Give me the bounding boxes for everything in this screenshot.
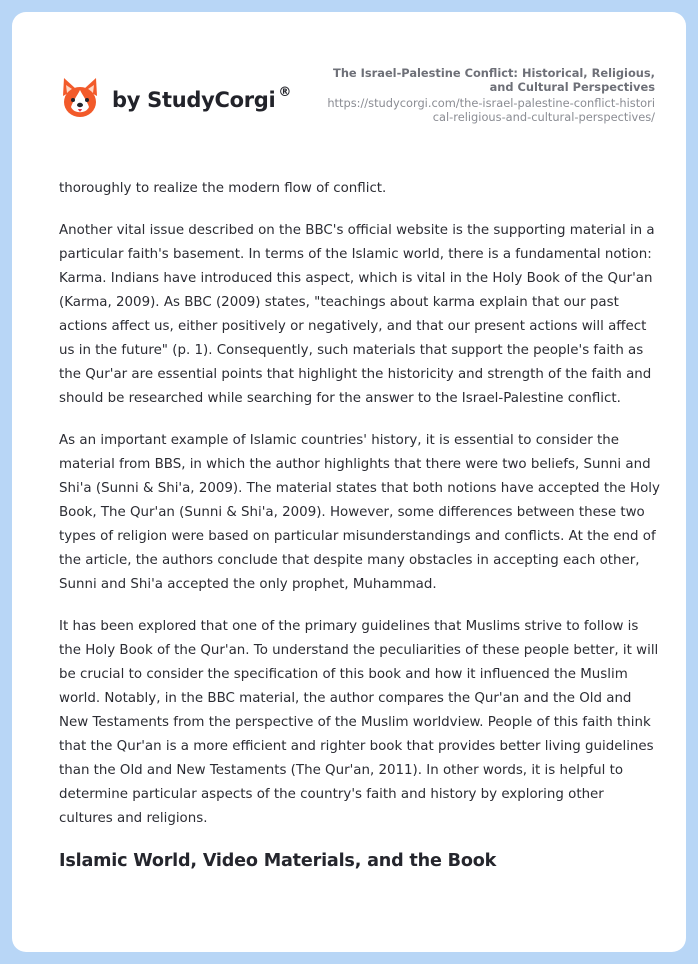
document-title: The Israel-Palestine Conflict: Historical, Religious, and Cultural Perspectives <box>333 66 655 94</box>
section-heading: Islamic World, Video Materials, and the Book <box>59 851 497 871</box>
document-meta <box>325 66 655 124</box>
corgi-logo-icon <box>60 76 100 120</box>
paragraph: thoroughly to realize the modern flow of conflict. <box>59 181 387 196</box>
registered-mark: ® <box>278 85 292 100</box>
document-page <box>12 12 686 952</box>
paragraph: As an important example of Islamic countries' history, it is essential to consider the material from BBS, in which the author highlights that there were two beliefs, Sunni and Shi'a (Sunni & Shi'a, 2009). The material states that both notions have accepted the Holy Book, The Qur'an (Sunni & Shi'a, 2009). However, some differences between these two types of religion were based on particular misunderstandings and conflicts. At the end of the article, the authors conclude that despite many obstacles in accepting each other, Sunni and Shi'a accepted the only prophet, Muhammad. <box>59 433 660 592</box>
document-body <box>59 177 661 873</box>
document-url[interactable]: https://studycorgi.com/the-israel-palestine-conflict-historical-religious-and-cultural-perspectives/ <box>327 96 655 124</box>
brand-name: by StudyCorgi ® <box>112 85 292 112</box>
paragraph: Another vital issue described on the BBC's official website is the supporting material in a particular faith's basement. In terms of the Islamic world, there is a fundamental notion: Karma. Indians have introduced this aspect, which is vital in the Holy Book of the Qur'an (Karma, 2009). As BBC (2009) states, "teachings about karma explain that our past actions affect us, either positively or negatively, and that our present actions will affect us in the future" (p. 1). Consequently, such materials that support the people's faith as the Qur'ar are essential points that highlight the historicity and strength of the faith and should be researched while searching for the answer to the Israel-Palestine conflict. <box>59 223 655 406</box>
studycorgi-logo[interactable] <box>60 76 291 120</box>
paragraph: It has been explored that one of the primary guidelines that Muslims strive to follow is the Holy Book of the Qur'an. To understand the peculiarities of these people better, it will be crucial to consider the specification of this book and how it influenced the Muslim world. Notably, in the BBC material, the author compares the Qur'an and the Old and New Testaments from the perspective of the Muslim worldview. People of this faith think that the Qur'an is a more efficient and righter book that provides better living guidelines than the Old and New Testaments (The Qur'an, 2011). In other words, it is helpful to determine particular aspects of the country's faith and history by exploring other cultures and religions. <box>59 619 659 826</box>
